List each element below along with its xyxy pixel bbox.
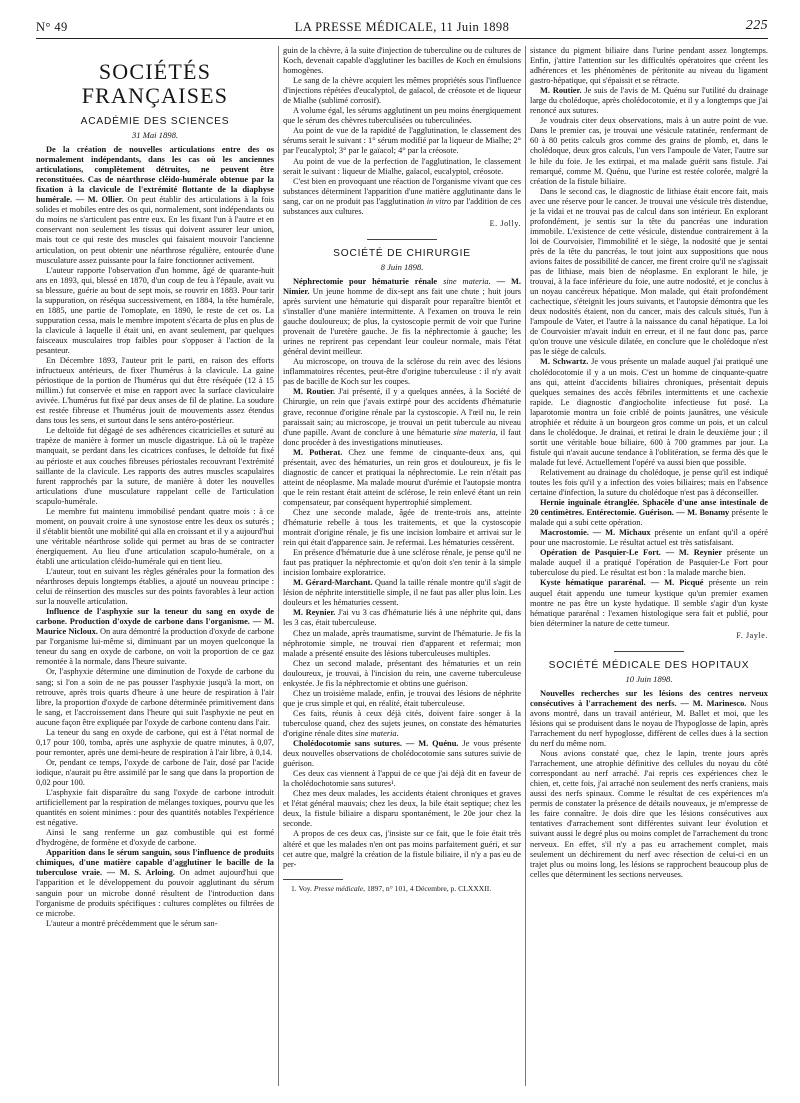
paragraph: M. Routier. Je suis de l'avis de M. Quénu sur l'utilité du drainage large du cholédoque, après cholédocotomie, et il y a longtemps que j'ai renoncé aux sutures.	[530, 86, 768, 116]
footnote-divider	[283, 879, 343, 880]
paragraph: Kyste hématique pararénal. — M. Picqué présente un rein auquel était appendu une tumeur kystique qu'un premier examen montre ne pas être un kyste hydatique. Il semble s'agir d'un kyste hématique pararénal : l'examen histologique sera fait et publié, pour bien déterminer la nature de cette tumeur.	[530, 578, 768, 628]
paragraph: Macrostomie. — M. Michaux présente un enfant qu'il a opéré pour une macrostomie. Le résultat actuel est très satisfaisant.	[530, 528, 768, 548]
main-title: SOCIÉTÉS FRANÇAISES	[81, 59, 229, 108]
article-heading: Opération de Pasquier-Le Fort.	[540, 548, 661, 558]
paragraph: Hernie inguinale étranglée. Sphacèle d'une anse intestinale de 20 centimètres. Entérectomie. Guérison. — M. Bonamy présente le malade qui a subi cette opération.	[530, 498, 768, 528]
paragraph: L'auteur, tout en suivant les règles générales pour la formation des néarthroses depuis longtemps établies, a ajouté un nouveau principe : celui de réinsertion des muscles sur des points favorables à leur action sur la nouvelle articulation.	[36, 567, 274, 607]
paragraph: Au point de vue de la perfection de l'agglutination, le classement serait le suivant : liqueur de Mialhe, gaïacol, eucalyptol, créosote.	[283, 156, 521, 176]
paragraph: Chez un malade, après traumatisme, survint de l'hématurie. Je fis la néphrotomie simple, ne trouvai rien d'apparent et refermai; mon malade a présenté ensuite des lésions tuberculeuses multiples.	[283, 628, 521, 658]
author-name: — M. Ollier.	[72, 195, 124, 205]
paragraph: Le sang de la chèvre acquiert les mêmes propriétés sous l'influence d'injections répétées d'eucalyptol, de gaïacol, de créosote et de liqueur de Mialhe (sublimé corrosif).	[283, 76, 521, 106]
paragraph: Le deltoïde fut dégagé de ses adhérences cicatricielles et suturé au trapèze de manière à former un muscle digastrique. Là où le trapèze manquait, se perdant dans les cicatrices confuses, le deltoïde fut fixé au périoste et aux couches fibreuses périostales recouvrant l'extrémité saillante de la clavicule. Les rapports des autres muscles scapulaires furent rapprochés par la suture, de manière à doter les nouvelles articulations d'une musculature rappelant celle de l'articulation scapulo-humérale.	[36, 426, 274, 506]
paragraph: M. Schwartz. Je vous présente un malade auquel j'ai pratiqué une cholédocotomie il y a un mois. C'est un homme de cinquante-quatre ans qui, atteint d'accidents biliaires chroniques, présentait depuis quelques semaines des accès fébriles intermittents et une cachexie rapide. Le diagnostic d'angiocholite infectieuse fut posé. La laparotomie montra un foie criblé de points jaunâtres, une vésicule atrophiée et réduite à un bourgeon gros comme un pois, et un calcul dans le cholédoque. Je drainai, et retirai le drain le deuxième jour ; il sortit une véritable boue biliaire, 600 à 700 grammes par jour. La fistule qui n'avait aucune tendance à l'oblitération, se ferma dès que le malade fut levé. Actuellement l'opéré va aussi bien que possible.	[530, 357, 768, 467]
journal-title: LA PRESSE MÉDICALE, 11 Juin 1898	[294, 20, 510, 34]
paragraph: Nouvelles recherches sur les lésions des centres nerveux consécutives à l'arrachement des nerfs. — M. Marinesco. Nous avons montré, dans un travail antérieur, M. Ballet et moi, que les lésions qui se produisent dans le noyau de l'hypoglosse de lapin, après l'arrachement du nerf hypoglosse, diffèrent de celles dues à la section du nerf du même nom.	[530, 688, 768, 749]
paragraph: A propos de ces deux cas, j'insiste sur ce fait, que le foie était très altéré et que les malades n'en ont pas moins parfaitement guéri, et sur cet autre que, malgré la création de la fistule biliaire, il n'y a pas eu de per-	[283, 829, 521, 869]
paragraph: L'auteur rapporte l'observation d'un homme, âgé de quarante-huit ans en 1893, qui, blessé en 1870, d'un coup de feu à l'épaule, avait vu sa blessure, guérie au bout de sept mois, se rouvrir en 1883. Pour tarir la suppuration, on réséqua successivement, en 1884, la tête humérale, en 1885, une partie de l'omoplate, en 1890, le reste de cet os. La suppuration cessa, mais le membre impotent s'écarta de plus en plus de la clavicule à laquelle il était uni, en avant seulement, par quelques faisceaux musculaires trop faibles pour s'opposer à l'action de la pesanteur.	[36, 265, 274, 355]
article-heading: Apparition dans le sérum sanguin, sous l'influence de produits chimiques, d'une matière capable d'agglutiner le bacille de la tuberculose vraie.	[36, 848, 274, 878]
running-header	[36, 16, 768, 40]
paragraph: M. Gérard-Marchant. Quand la taille rénale montre qu'il s'agit de lésion de néphrite interstitielle simple, il ne faut pas aller plus loin. Les douleurs et les hématuries cessent.	[283, 578, 521, 608]
article-heading: Influence de l'asphyxie sur la teneur du sang en oxyde de carbone. Production d'oxyde de carbone dans l'organisme.	[36, 607, 274, 627]
author-name: — M. Picqué	[645, 578, 704, 588]
paragraph: L'auteur a montré précédemment que le sérum san-	[46, 918, 218, 928]
paragraph: En présence d'hématurie due à une sclérose rénale, je pense qu'il ne faut pas pratiquer la néphrectomie et qu'on doit s'en tenir à la simple incision lombaire exploratrice.	[283, 548, 521, 578]
paragraph: C'est bien en provoquant une réaction de l'organisme vivant que ces substances déterminent l'apparition d'une matière agglutinante dans le sang, car on ne produit pas l'agglutination in vitro par l'addition de ces substances aux cultures.	[283, 176, 521, 216]
article-heading: Néphrectomie pour hématurie rénale	[293, 276, 444, 286]
section-date: 10 Juin 1898.	[625, 673, 673, 684]
column-divider	[278, 46, 279, 1086]
article-heading: De la création de nouvelles articulations entre des os normalement indépendants, dans les cas où les anciennes articulations, complètement détruites, ne peuvent être reconstituées. Cas de néarthrose cléido-humérale obtenue par la fixation à la clavicule de l'extrémité flottante de la diaphyse humérale.	[36, 145, 274, 205]
author-name: M. Schwartz.	[540, 357, 589, 367]
paragraph: Cholédocotomie sans sutures. — M. Quénu. Je vous présente deux nouvelles observations de cholédocotomie sans sutures suivie de guérison.	[283, 739, 521, 769]
paragraph: Le membre fut maintenu immobilisé pendant quatre mois : à ce moment, on pouvait croire à une synostose entre les deux os suturés ; il s'établit bientôt une mobilité qui alla en croissant et il y a aujourd'hui une véritable néarthrose solide qui permet au bras de se contracter énergiquement. Au lieu d'une articulation scapulo-humérale, on a établi une articulation cléido-humérale qui en tient lieu.	[36, 506, 274, 566]
signature: F. Jayle.	[736, 630, 768, 640]
section-title-hopitaux: SOCIÉTÉ MÉDICALE DES HOPITAUX	[548, 659, 750, 671]
author-name: M. Routier.	[540, 86, 582, 96]
article-heading: Hernie inguinale étranglée. Sphacèle d'une anse intestinale de 20 centimètres. Entérectomie. Guérison.	[530, 498, 768, 518]
paragraph: Or, l'asphyxie détermine une diminution de l'oxyde de carbone du sang; si l'on a soin de ne pas pousser l'asphyxie jusqu'à la mort, on retrouve, après trois quarts d'heure à une heure de respiration à l'air libre, la proportion d'oxyde de carbone déterminée primitivement dans le sang, et l'accroissement dans l'heure qui suit l'asphyxie ne peut en aucune façon être expliquée par l'oxyde de carbone contenu dans l'air.	[36, 667, 274, 727]
author-name: M. Routier.	[293, 387, 336, 397]
section-title-academie: ACADÉMIE DES SCIENCES	[80, 116, 230, 127]
section-date: 31 Mai 1898.	[131, 130, 179, 140]
article-heading: Cholédocotomie sans sutures.	[293, 739, 402, 749]
paragraph: M. Routier. J'ai présenté, il y a quelques années, à la Société de Chirurgie, un rein que j'avais extirpé pour des accidents d'hématurie grave, reconnue d'origine rénale par la cystoscopie. A l'œil nu, le rein paraissait sain; au microscope, je trouvai un petit tubercule au niveau d'une papille. Avant de conclure à une hématurie sine materia, il faut donc procéder à des investigations minutieuses.	[283, 387, 521, 447]
paragraph: Ainsi le sang renferme un gaz combustible qui est formé d'hydrogène, de formène et d'oxyde de carbone.	[36, 828, 274, 848]
section-divider	[614, 651, 684, 652]
author-name: M. Potherat.	[293, 447, 343, 457]
article-heading: Nouvelles recherches sur les lésions des centres nerveux consécutives à l'arrachement des nerfs.	[530, 688, 768, 708]
signature: E. Jolly.	[489, 218, 521, 228]
paragraph: Néphrectomie pour hématurie rénale sine materia. — M. Nimier. Un jeune homme de dix-sept ans fait une chute ; huit jours après survient une hématurie qui disparaît pour reparaître bientôt et s'installer d'une manière intermittente. A l'examen on trouva le rein gauche douloureux; de plus, la cystoscopie permit de voir que l'urine provenait de l'uretère gauche. Je fis la néphrectomie à gauche; les urines ne reprirent pas cependant leur couleur normale, mais l'état général devint meilleur.	[283, 276, 521, 357]
section-date: 8 Juin 1898.	[380, 261, 424, 272]
column-2	[283, 46, 521, 1098]
paragraph: Chez une seconde malade, âgée de trente-trois ans, atteinte d'hématurie rebelle à tous les traitements, et que la cystoscopie montrait d'origine rénale, je fis une incision lombaire et arrivai sur le rein qui était d'apparence sain. Je refermai. Les hématuries cessèrent.	[283, 507, 521, 548]
paragraph: Je voudrais citer deux observations, mais à un autre point de vue. Dans le premier cas, je trouvai une vésicule ratatinée, renfermant de 60 à 80 petits calculs gros comme des grains de plomb, et, dans le cholédoque, deux gros calculs, l'un vers l'ampoule de Vater, l'autre sur le hile du foie. Je les extirpai, et ma malade guérit sans fistule. J'ai remarqué, comme M. Quénu, que l'urine est restée colorée, malgré la création de la fistule biliaire.	[530, 116, 768, 186]
author-name: — M. Bonamy	[673, 508, 730, 518]
paragraph: Au microscope, on trouva de la sclérose du rein avec des lésions inflammatoires récentes, peut-être d'origine tuberculeuse : il n'y avait pas de bacille de Koch sur les coupes.	[283, 357, 521, 387]
article-heading: Kyste hématique pararénal.	[540, 578, 646, 588]
paragraph: Au point de vue de la rapidité de l'agglutination, le classement des sérums serait le suivant : 1° sérum modifié par la liqueur de Mialhe; 2° par l'eucalyptol; 3° par le gaïacol; 4° par la créosote.	[283, 126, 521, 156]
header-rule	[36, 38, 768, 39]
author-name: — M. Nimier.	[283, 276, 521, 296]
paragraph: L'asphyxie fait disparaître du sang l'oxyde de carbone introduit artificiellement par la respiration de mélanges toxiques, pourvu que les quantités en soient minimes : pour des quantités notables l'expérience est négative.	[36, 788, 274, 828]
paragraph: Dans le second cas, le diagnostic de lithiase était encore fait, mais avec une réserve pour le cancer. Je trouvai une vésicule très distendue, je la vidai et ne trouvai pas de calcul dans son intérieur. En explorant profondément, je sentis sur la tête du pancréas une induration immobile. L'existence de cette vésicule, distendue contrairement à la loi de Courvoisier, l'immobilité et le siège, la nodosité que je sentai près de la tête du pancréas, le tout joint aux suppositions que nous avions faites de possibilité de cancer, me firent croire qu'il ne s'agissait pas de lithiase, mais bien de néoplasme. En explorant le hile, je trouvai, à la face inférieure du foie, une autre nodosité, et je conclus à un noyau cancéreux hépatique. Mon malade, qui était profondément cachectique, s'éteignit les jours suivants, et l'autopsie démontra que les deux nodosités étaient, non du cancer, mais des calculs situés, l'un à l'ampoule de Vater, et l'autre à la naissance du canal hépatique. La loi de Courvoisier m'avait induit en erreur, et il ne faut donc pas, parce qu'on trouve une vésicule dilatée, en conclure que le cholédoque n'est pas le siège de calculs.	[530, 186, 768, 357]
paragraph: sistance du pigment biliaire dans l'urine pendant assez longtemps. Enfin, j'attire l'attention sur les difficultés opératoires que créent les adhérences et les phénomènes de péritonite au niveau du ligament gastro-hépatique, qui s'épaissit et se rétracte.	[530, 46, 768, 86]
issue-number: N° 49	[36, 20, 68, 34]
paragraph: Ces deux cas viennent à l'appui de ce que j'ai déjà dit en faveur de la cholédochotomie sans sutures¹.	[283, 769, 521, 789]
paragraph: Chez un troisième malade, enfin, je trouvai des lésions de néphrite que je crus simple et qui, en réalité, était tuberculeuse.	[283, 688, 521, 708]
author-name: — M. Reynier	[660, 548, 723, 558]
author-name: — M. Michaux	[588, 528, 651, 538]
column-divider	[525, 46, 526, 1086]
paragraph: Influence de l'asphyxie sur la teneur du sang en oxyde de carbone. Production d'oxyde de carbone dans l'organisme. — M. Maurice Nicloux. On aura démontré la production d'oxyde de carbone par l'organisme lui-même si, diminuant par un moyen quelconque la teneur du sang en oxyde de carbone, on voit la proportion de ce gaz remontée à la normale, dans l'heure suivante.	[36, 607, 274, 667]
author-name: — M. Quénu.	[401, 739, 459, 749]
paragraph: M. Reynier. J'ai vu 3 cas d'hématurie liés à une néphrite qui, dans les 3 cas, était tuberculeuse.	[283, 608, 521, 628]
author-name: — M. Marinesco.	[676, 698, 747, 708]
paragraph: La teneur du sang en oxyde de carbone, qui est à l'état normal de 0,17 pour 100, tomba, après une asphyxie de quatre minutes, à 0,07, pour remonter, après une demi-heure de respiration à l'air libre, à 0,14.	[36, 727, 274, 757]
paragraph: En Décembre 1893, l'auteur prit le parti, en raison des efforts infructueux antérieurs, de fixer l'humérus à la clavicule. La gaine périostique de la portion de l'humérus qui dut être réséquée (12 à 15 millim.) fut conservée et mise en rapport avec la surface claviculaire avivée. L'humérus fut fixé par deux anses de fil de platine. La soudure est restée fibreuse et l'humérus jouit de mouvements assez étendus dans tous les sens, et surtout dans le sens antéro-postérieur.	[36, 356, 274, 426]
paragraph: Opération de Pasquier-Le Fort. — M. Reynier présente un malade auquel il a pratiqué l'opération de Pasquier-Le Fort pour tuberculose du pied. Le résultat est bon : la malade marche bien.	[530, 548, 768, 578]
paragraph: De la création de nouvelles articulations entre des os normalement indépendants, dans les cas où les anciennes articulations, complètement détruites, ne peuvent être reconstituées. Cas de néarthrose cléido-humérale obtenue par la fixation à la clavicule de l'extrémité flottante de la diaphyse humérale. — M. Ollier. On peut établir des articulations à la fois solides et mobiles entre des os qui, normalement, sont indépendants ou du moins ne s'articulent pas entre eux. En les fixant l'un à l'autre et en conservant non seulement les tissus qui doivent assurer leur union, mais tout ce qui reste des muscles qui faisaient mouvoir l'ancienne articulation, on peut obtenir une néarthrose régulière, entourée d'une musculature assez puissante pour la faire fonctionner activement.	[36, 145, 274, 265]
paragraph: Relativement au drainage du cholédoque, je pense qu'il est indiqué toutes les fois qu'il y a infection des voies biliaires; mais en l'absence certaine d'infection, la suture du cholédoque n'est pas à déconseiller.	[530, 467, 768, 498]
paragraph: Chez mes deux malades, les accidents étaient chroniques et graves et l'état général mauvais; chez les deux, la bile était septique; chez les deux, la fistule biliaire a disparu spontanément, le 20e jour chez la seconde.	[283, 789, 521, 829]
column-1	[36, 46, 274, 1098]
column-3	[530, 46, 768, 1098]
paragraph: guin de la chèvre, à la suite d'injection de tuberculine ou de cultures de Koch, devenait capable d'agglutiner les bacilles de Koch en émulsions homogènes.	[283, 46, 521, 76]
article-heading: Macrostomie.	[540, 528, 589, 538]
page-number: 225	[745, 18, 768, 33]
paragraph: Or, pendant ce temps, l'oxyde de carbone de l'air, dosé par l'acide iodique, n'aurait pu être assimilé par le sang que dans la proportion de 0,02 pour 100.	[36, 757, 274, 787]
paragraph: Nous avions constaté que, chez le lapin, trente jours après l'arrachement, une atrophie définitive des cellules du noyau du côté correspondant au nerf arraché. J'ai repris ces expériences chez le chien, et, cette fois, j'ai arraché non seulement des nerfs craniens, mais aussi des nerfs spinaux. Comme le résultat de ces expériences m'a permis de constater la présence de détails nouveaux, je m'empresse de les faire connaître. Je dois dire que les lésions consécutives aux tentatives d'arrachement sont différentes suivant leur évolution et suivant aussi le degré plus ou moins complet de l'arrachement du tronc nerveux. En effet, s'il n'y a pas eu arrachement complet, mais seulement un déchirement du nerf avec résection de celui-ci en un trajet plus ou moins long, les lésions se rapprochent beaucoup plus de celles que déterminent les sections nerveuses.	[530, 749, 768, 879]
author-name: M. Gérard-Marchant.	[293, 578, 373, 588]
section-divider	[367, 239, 437, 240]
section-title-chirurgie: SOCIÉTÉ DE CHIRURGIE	[333, 247, 471, 259]
author-name: — M. Maurice Nicloux.	[36, 617, 274, 637]
paragraph: Ces faits, réunis à ceux déjà cités, doivent faire songer à la tuberculose quand, chez des sujets jeunes, on constate des hématuries d'origine rénale dites sine materia.	[283, 708, 521, 738]
author-name: — M. S. Arloing.	[102, 868, 175, 878]
footnote: 1. Voy. Presse médicale, 1897, n° 101, 4 Décembre, p. CLXXXII.	[291, 883, 492, 893]
author-name: M. Reynier.	[293, 608, 336, 618]
paragraph: M. Potherat. Chez une femme de cinquante-deux ans, qui présentait, avec des hématuries, un rein gros et douloureux, je fis le diagnostic de cancer et pratiquai la néphrectomie. Le rein n'était pas atteint de néoplasme. Ma malade mourut d'urémie et l'autopsie montra que le rein restant était atteint de sclérose, le rein enlevé étant un rein compensateur, par conséquent hypertrophié simplement.	[283, 447, 521, 507]
paragraph: A volume égal, les sérums agglutinent un peu moins énergiquement que le sérum des chèvres tuberculisées ou tuberculinées.	[283, 106, 521, 126]
paragraph: Apparition dans le sérum sanguin, sous l'influence de produits chimiques, d'une matière capable d'agglutiner le bacille de la tuberculose vraie. — M. S. Arloing. On admet aujourd'hui que l'apparition et le développement du pouvoir agglutinant du sérum sanguin pour un microbe donné résultent de l'introduction dans l'organisme de produits spécifiques : cultures complètes ou filtrées de ce microbe.	[36, 848, 274, 918]
paragraph: Chez un second malade, présentant des hématuries et un rein douloureux, je trouvai, à l'incision du rein, une caverne tuberculeuse enkystée. Je fis la néphrectomie et obtins une guérison.	[283, 658, 521, 688]
